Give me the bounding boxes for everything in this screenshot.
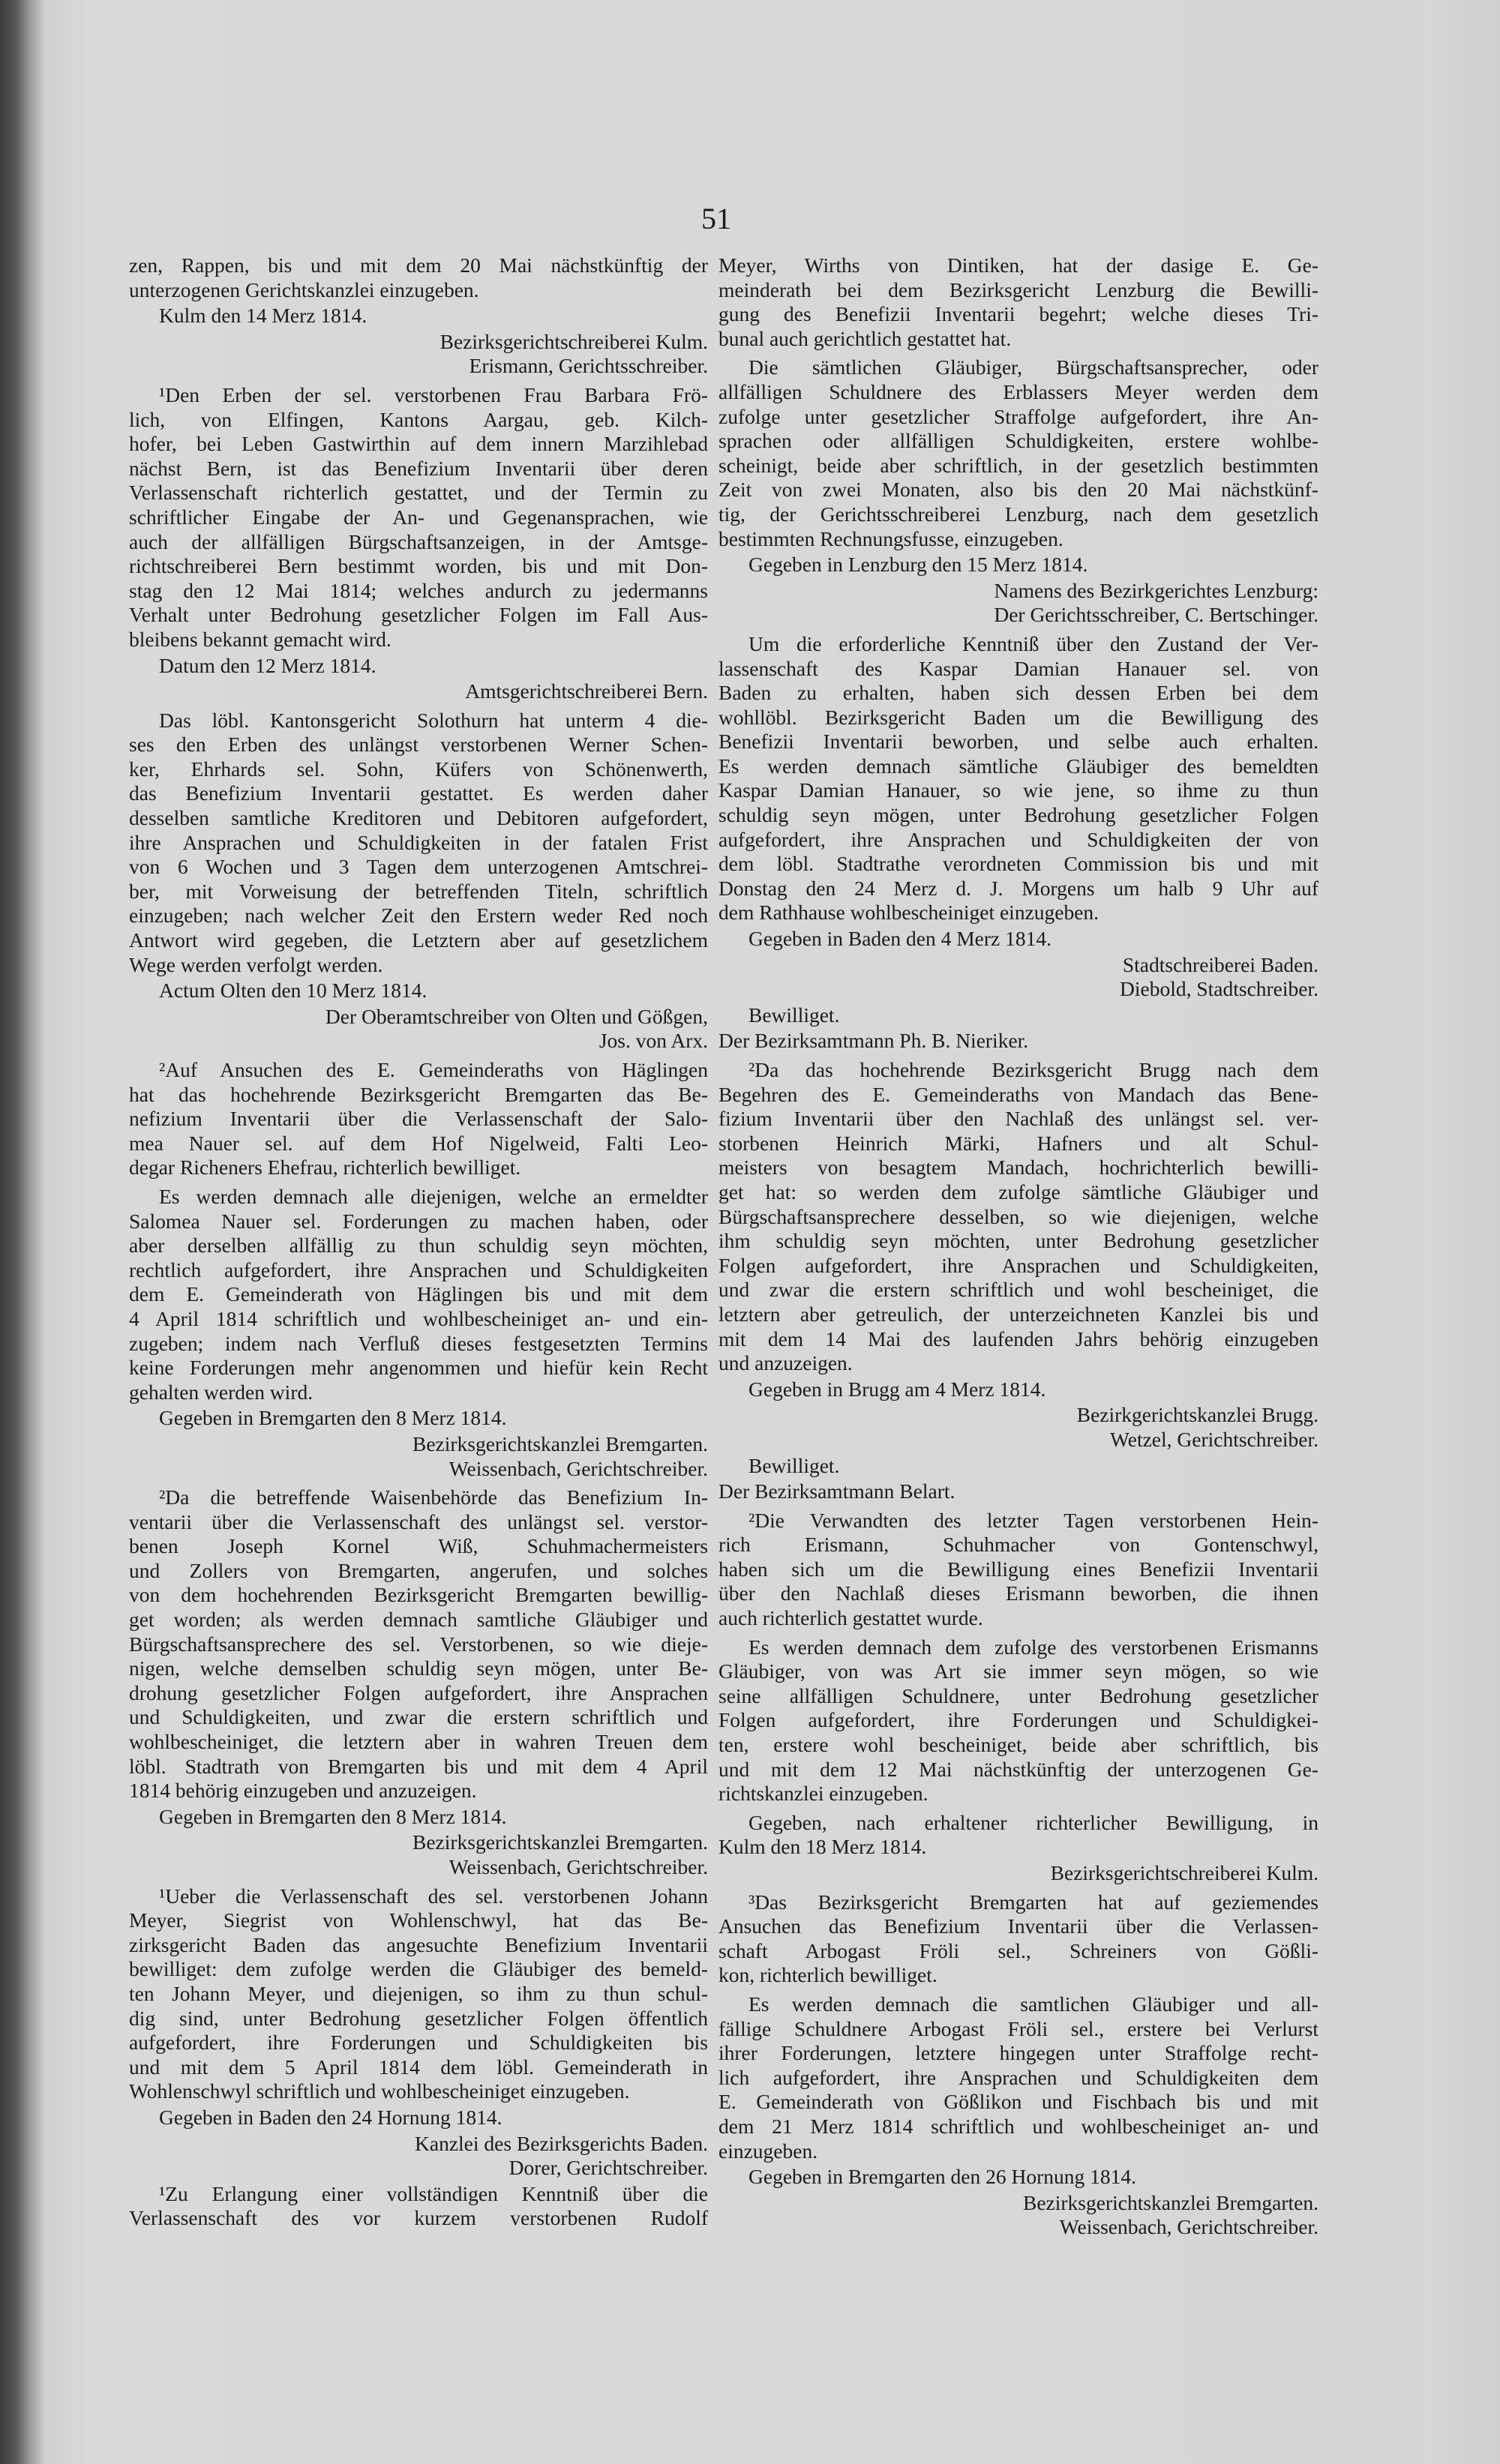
- text-line: meinderath bei dem Bezirksgericht Lenzburg die Bewilli-: [718, 277, 1318, 301]
- signature-line: Bezirksgerichtskanzlei Bremgarten.: [412, 1431, 708, 1455]
- signature-line: Stadtschreiberei Baden.: [1122, 952, 1318, 976]
- text-line: Kulm den 14 Merz 1814.: [159, 304, 368, 328]
- date-line: [129, 1406, 708, 1431]
- text-line: Es werden demnach dem zufolge des verstorbenen Erismanns: [748, 1635, 1318, 1659]
- text-line: Es werden demnach sämtliche Gläubiger des bemeldten: [718, 754, 1318, 778]
- notice-paragraph: [718, 1058, 1318, 1376]
- text-line: richtskanzlei einzugeben.: [718, 1782, 928, 1806]
- text-line: Benefizii Inventarii beworben, und selbe auch erhalten.: [718, 730, 1318, 754]
- signature-line: Kanzlei des Bezirksgerichts Baden.: [415, 2131, 708, 2155]
- text-line: Folgen aufgefordert, ihre Ansprachen und Schuldigkeiten,: [718, 1253, 1318, 1277]
- text-line: Um die erforderliche Kenntniß über den Zustand der Ver-: [748, 631, 1318, 655]
- text-line: und zwar die erstern schriftlich und wohl bescheiniget, die: [718, 1278, 1318, 1302]
- text-line: lich, von Elfingen, Kantons Aargau, geb. Kilch-: [129, 407, 708, 431]
- text-line: rich Erismann, Schuhmacher von Gontenschwyl,: [718, 1533, 1318, 1557]
- official-line: [718, 1029, 1318, 1054]
- text-line: Gegeben in Brugg am 4 Merz 1814.: [748, 1377, 1046, 1401]
- signature-block: [718, 1861, 1318, 1886]
- text-line: Zeit von zwei Monaten, also bis den 20 Mai nächstkünf-: [718, 478, 1318, 502]
- signature-block: [718, 1403, 1318, 1452]
- signature-line: Bezirksgerichtskanzlei Bremgarten.: [1022, 2190, 1318, 2214]
- text-line: dem löbl. Stadtrathe verordneten Commission bis und mit: [718, 852, 1318, 876]
- text-line: bewilliget: dem zufolge werden die Gläubiger des bemeld-: [129, 1957, 708, 1981]
- signature-line: Jos. von Arx.: [598, 1029, 708, 1053]
- text-line: zugeben; indem nach Verfluß dieses festgesetzten Termins: [129, 1331, 708, 1355]
- text-line: ker, Ehrhards sel. Sohn, Küfers von Schönenwerth,: [129, 757, 708, 781]
- signature-line: Bezirkgerichtskanzlei Brugg.: [1076, 1403, 1318, 1427]
- text-line: Bürgschaftsansprechere des sel. Verstorbenen, so wie dieje-: [129, 1632, 708, 1656]
- text-line: Verhalt unter Bedrohung gesetzlicher Folgen im Fall Aus-: [129, 603, 708, 627]
- notice-paragraph: [718, 1635, 1318, 1806]
- text-line: seine allfälligen Schuldnere, unter Bedrohung gesetzlicher: [718, 1683, 1318, 1707]
- text-line: ihm schuldig seyn möchten, unter Bedrohung gesetzlicher: [718, 1229, 1318, 1253]
- column-left: [129, 253, 708, 2232]
- text-line: Ansuchen das Benefizium Inventarii über die Verlassen-: [718, 1914, 1318, 1938]
- signature-line: Der Oberamtschreiber von Olten und Gößgen,: [325, 1004, 708, 1028]
- signature-line: Weissenbach, Gerichtschreiber.: [1059, 2215, 1318, 2239]
- signature-block: [718, 2191, 1318, 2240]
- text-line: Begehren des E. Gemeinderaths von Mandach das Bene-: [718, 1082, 1318, 1106]
- text-line: Meyer, Siegrist von Wohlenschwyl, hat das Be-: [129, 1908, 708, 1932]
- text-line: keine Forderungen mehr angenommen und hiefür kein Recht: [129, 1356, 708, 1380]
- date-line: [129, 2106, 708, 2130]
- text-line: kon, richterlich bewilliget.: [718, 1963, 938, 1987]
- signature-line: Bezirksgerichtskanzlei Bremgarten.: [412, 1830, 708, 1854]
- text-line: Antwort wird gegeben, die Letztern aber auf gesetzlichem: [129, 928, 708, 952]
- signature-line: Namens des Bezirkgerichtes Lenzburg:: [994, 578, 1318, 602]
- signature-line: Amtsgerichtschreiberei Bern.: [465, 679, 708, 703]
- text-line: und Zollers von Bremgarten, angerufen, und solches: [129, 1558, 708, 1582]
- text-line: nefizium Inventarii über die Verlassenschaft der Salo-: [129, 1107, 708, 1131]
- text-line: ventarii über die Verlassenschaft des unlängst sel. verstor-: [129, 1509, 708, 1533]
- date-line: [129, 304, 708, 328]
- text-line: auch der allfälligen Bürgschaftsanzeigen, in der Amtsge-: [129, 529, 708, 553]
- text-line: auch richterlich gestattet wurde.: [718, 1606, 983, 1630]
- text-line: Es werden demnach alle diejenigen, welche an ermeldter: [159, 1184, 708, 1208]
- text-line: wohlbescheiniget, die letztern aber in wahren Treuen dem: [129, 1730, 708, 1754]
- text-line: bunal auch gerichtlich gestattet hat.: [718, 326, 1012, 350]
- text-line: und anzuzeigen.: [718, 1351, 853, 1375]
- text-line: von 6 Wochen und 3 Tagen dem unterzogenen Amtschrei-: [129, 855, 708, 879]
- text-line: get hat: so werden dem zufolge sämtliche Gläubiger und: [718, 1180, 1318, 1204]
- text-line: schaft Arbogast Fröli sel., Schreiners von Gößli-: [718, 1938, 1318, 1962]
- signature-line: Weissenbach, Gerichtschreiber.: [448, 1855, 708, 1878]
- text-line: ten Johann Meyer, und diejenigen, so ihm zu thun schul-: [129, 1981, 708, 2005]
- text-line: fällige Schuldnere Arbogast Fröli sel., erstere bei Verlurst: [718, 2016, 1318, 2040]
- notice-paragraph: [129, 383, 708, 652]
- text-line: 4 April 1814 schriftlich und wohlbescheiniget an- und ein-: [129, 1306, 708, 1330]
- notice-paragraph: [718, 1992, 1318, 2163]
- notice-paragraph: [129, 1185, 708, 1404]
- text-line: aber derselben allfällig zu thun schuldig seyn möchten,: [129, 1233, 708, 1257]
- notice-paragraph: [129, 2182, 708, 2231]
- text-line: einzugeben; nach welcher Zeit den Erstern weder Red noch: [129, 904, 708, 928]
- text-line: Donstag den 24 Merz d. J. Morgens um halb 9 Uhr auf: [718, 876, 1318, 900]
- date-line: [129, 979, 708, 1003]
- date-line: [129, 1805, 708, 1830]
- text-line: zen, Rappen, bis und mit dem 20 Mai nächstkünftig der: [129, 253, 708, 277]
- text-line: Baden zu erhalten, haben sich dessen Erben bei dem: [718, 681, 1318, 705]
- text-line: ihrer Forderungen, letztere hingegen unter Straffolge recht-: [718, 2041, 1318, 2065]
- text-line: ³Das Bezirksgericht Bremgarten hat auf geziemendes: [748, 1890, 1318, 1914]
- page-number: 51: [701, 202, 731, 235]
- text-line: Das löbl. Kantonsgericht Solothurn hat unterm 4 die-: [159, 708, 708, 732]
- text-line: ber, mit Vorweisung der betreffenden Titeln, schriftlich: [129, 879, 708, 903]
- text-line: sprachen oder allfälligen Schuldigkeiten, erstere wohlbe-: [718, 429, 1318, 453]
- text-line: lassenschaft des Kaspar Damian Hanauer sel. von: [718, 656, 1318, 680]
- text-line: haben sich um die Bewilligung eines Benefizii Inventarii: [718, 1557, 1318, 1581]
- text-line: ¹Zu Erlangung einer vollständigen Kenntniß über die: [159, 2181, 708, 2205]
- text-line: dig sind, unter Bedrohung gesetzlicher Folgen öffentlich: [129, 2006, 708, 2030]
- text-line: Es werden demnach die samtlichen Gläubiger und all-: [748, 1992, 1318, 2016]
- text-line: zirksgericht Baden das angesuchte Benefizium Inventarii: [129, 1932, 708, 1956]
- text-line: Kulm den 18 Merz 1814.: [718, 1835, 927, 1859]
- text-line: mit dem 14 Mai des laufenden Jahrs behörig einzugeben: [718, 1326, 1318, 1350]
- text-line: meisters von besagtem Mandach, hochrichterlich bewilli-: [718, 1156, 1318, 1180]
- text-line: gehalten werden wird.: [129, 1380, 314, 1404]
- text-line: wohllöbl. Bezirksgericht Baden um die Bewilligung des: [718, 705, 1318, 729]
- text-line: E. Gemeinderath von Gößlikon und Fischbach bis und mit: [718, 2090, 1318, 2114]
- notice-paragraph: [718, 355, 1318, 551]
- text-line: aufgefordert, ihre Ansprachen und Schuldigkeiten der von: [718, 827, 1318, 851]
- text-line: ¹Ueber die Verlassenschaft des sel. verstorbenen Johann: [159, 1884, 708, 1908]
- signature-line: Der Gerichtsschreiber, C. Bertschinger.: [994, 603, 1318, 627]
- text-line: zufolge unter gesetzlicher Straffolge aufgefordert, ihre An-: [718, 404, 1318, 428]
- text-line: scheinigt, beide aber schriftlich, in der gesetzlich bestimmten: [718, 453, 1318, 477]
- text-line: von dem hochehrenden Bezirksgericht Bremgarten bewillig-: [129, 1583, 708, 1607]
- date-line: [718, 927, 1318, 952]
- text-line: Der Bezirksamtmann Ph. B. Nieriker.: [718, 1029, 1029, 1053]
- signature-block: [129, 2132, 708, 2181]
- signature-block: [129, 1432, 708, 1481]
- text-line: ses den Erben des unlängst verstorbenen Werner Schen-: [129, 733, 708, 757]
- text-line: dem 21 Merz 1814 schriftlich und wohlbescheiniget an- und: [718, 2114, 1318, 2138]
- signature-line: Bezirksgerichtschreiberei Kulm.: [1050, 1861, 1318, 1884]
- text-line: richtschreiberei Bern bestimmt worden, bis und mit Don-: [129, 554, 708, 578]
- signature-block: [129, 1005, 708, 1054]
- text-line: unterzogenen Gerichtskanzlei einzugeben.: [129, 277, 479, 301]
- text-line: Verlassenschaft des vor kurzem verstorbenen Rudolf: [129, 2206, 708, 2230]
- signature-line: Erismann, Gerichtsschreiber.: [469, 354, 708, 378]
- text-line: hat das hochehrende Bezirksgericht Bremgarten das Be-: [129, 1082, 708, 1106]
- text-line: gung des Benefizii Inventarii begehrt; welche dieses Tri-: [718, 302, 1318, 326]
- text-line: und mit dem 12 Mai nächstkünftig der unterzogenen Ge-: [718, 1757, 1318, 1781]
- text-line: Meyer, Wirths von Dintiken, hat der dasige E. Ge-: [718, 253, 1318, 277]
- continued-paragraph: [129, 253, 708, 302]
- text-line: rechtlich aufgefordert, ihre Ansprachen und Schuldigkeiten: [129, 1257, 708, 1281]
- text-line: fizium Inventarii über den Nachlaß des unlängst sel. ver-: [718, 1107, 1318, 1131]
- notice-paragraph: [129, 709, 708, 978]
- text-line: degar Richeners Ehefrau, richterlich bewilliget.: [129, 1156, 521, 1180]
- text-line: mea Nauer sel. auf dem Hof Nigelweid, Falti Leo-: [129, 1131, 708, 1155]
- notice-paragraph: [129, 1485, 708, 1803]
- text-line: bestimmten Rechnungsfusse, einzugeben.: [718, 526, 1064, 550]
- text-line: Folgen aufgefordert, ihre Forderungen und Schuldigkei-: [718, 1708, 1318, 1732]
- text-line: das Benefizium Inventarii gestattet. Es werden daher: [129, 781, 708, 805]
- text-line: Verlassenschaft richterlich gestattet, und der Termin zu: [129, 481, 708, 505]
- text-line: allfälligen Schuldnere des Erblassers Meyer werden dem: [718, 379, 1318, 403]
- text-line: schriftlicher Eingabe der An- und Gegenansprachen, wie: [129, 505, 708, 529]
- signature-line: Bezirksgerichtschreiberei Kulm.: [440, 329, 708, 353]
- text-line: 1814 behörig einzugeben und anzuzeigen.: [129, 1779, 477, 1803]
- text-line: Gegeben in Baden den 4 Merz 1814.: [748, 927, 1052, 951]
- text-line: desselben samtliche Kreditoren und Debitoren aufgefordert,: [129, 806, 708, 830]
- text-line: dem Rathhause wohlbescheiniget einzugeben.: [718, 901, 1100, 925]
- text-line: Wohlenschwyl schriftlich und wohlbescheiniget einzugeben.: [129, 2079, 630, 2103]
- text-line: ²Da die betreffende Waisenbehörde das Benefizium In-: [159, 1485, 708, 1509]
- text-line: tig, der Gerichtsschreiberei Lenzburg, nach dem gesetzlich: [718, 502, 1318, 526]
- text-line: letztern aber getreulich, der unterzeichneten Kanzlei bis und: [718, 1302, 1318, 1326]
- text-line: ten, erstere wohl bescheiniget, beide aber schriftlich, bis: [718, 1733, 1318, 1757]
- text-line: und mit dem 5 April 1814 dem löbl. Gemeinderath in: [129, 2055, 708, 2079]
- text-line: get worden; als werden demnach samtliche Gläubiger und: [129, 1608, 708, 1632]
- date-line: [718, 1003, 1318, 1028]
- date-line: [129, 654, 708, 679]
- text-line: ²Die Verwandten des letzter Tagen verstorbenen Hein-: [748, 1508, 1318, 1532]
- text-line: Gegeben, nach erhaltener richterlicher Bewilligung, in: [748, 1810, 1318, 1834]
- notice-paragraph: [718, 1890, 1318, 1988]
- signature-block: [129, 330, 708, 379]
- date-line: [718, 2165, 1318, 2190]
- signature-block: [718, 579, 1318, 628]
- text-line: drohung gesetzlicher Folgen aufgefordert, ihre Ansprachen: [129, 1680, 708, 1704]
- text-line: Gegeben in Baden den 24 Hornung 1814.: [159, 2105, 502, 2129]
- column-right: [718, 253, 1318, 2241]
- signature-block: [129, 1830, 708, 1879]
- signature-line: Weissenbach, Gerichtschreiber.: [448, 1456, 708, 1480]
- text-line: Gegeben in Bremgarten den 26 Hornung 1814.: [748, 2165, 1137, 2189]
- text-line: aufgefordert, ihre Forderungen und Schuldigkeiten bis: [129, 2031, 708, 2055]
- notice-paragraph: [129, 1058, 708, 1180]
- text-line: ihre Ansprachen und Schuldigkeiten in der fatalen Frist: [129, 830, 708, 854]
- text-line: löbl. Stadtrath von Bremgarten bis und mit dem 4 April: [129, 1754, 708, 1778]
- text-line: ²Auf Ansuchen des E. Gemeinderaths von Häglingen: [159, 1058, 708, 1081]
- official-line: [718, 1479, 1318, 1504]
- signature-line: Dorer, Gerichtschreiber.: [508, 2156, 708, 2180]
- text-line: bleibens bekannt gemacht wird.: [129, 627, 392, 651]
- continued-paragraph: [718, 253, 1318, 351]
- text-line: Bewilliget.: [748, 1453, 840, 1477]
- text-line: Die sämtlichen Gläubiger, Bürgschaftsansprecher, oder: [748, 355, 1318, 379]
- date-line: [718, 1377, 1318, 1402]
- text-line: Der Bezirksamtmann Belart.: [718, 1479, 956, 1503]
- signature-block: [129, 679, 708, 704]
- date-line: [718, 553, 1318, 577]
- notice-paragraph: [129, 1884, 708, 2104]
- text-line: ²Da das hochehrende Bezirksgericht Brugg nach dem: [748, 1058, 1318, 1081]
- text-line: Gegeben in Bremgarten den 8 Merz 1814.: [159, 1804, 507, 1828]
- notice-paragraph: [718, 632, 1318, 925]
- text-line: einzugeben.: [718, 2139, 818, 2163]
- text-line: über den Nachlaß dieses Erismann beworben, die ihnen: [718, 1581, 1318, 1605]
- text-line: ¹Den Erben der sel. verstorbenen Frau Barbara Frö-: [159, 382, 708, 406]
- text-line: und Schuldigkeiten, und zwar die erstern schriftlich und: [129, 1705, 708, 1729]
- text-line: schuldig seyn mögen, unter Bedrohung gesetzlicher Folgen: [718, 803, 1318, 827]
- notice-paragraph: [718, 1811, 1318, 1860]
- text-line: Kaspar Damian Hanauer, so wie jene, so ihme zu thun: [718, 778, 1318, 802]
- text-line: lich aufgefordert, ihre Ansprachen und Schuldigkeiten dem: [718, 2065, 1318, 2089]
- signature-line: Wetzel, Gerichtschreiber.: [1110, 1427, 1318, 1451]
- text-line: Gläubiger, von was Art sie immer seyn mögen, so wie: [718, 1659, 1318, 1683]
- text-line: nigen, welche demselben schuldig seyn mögen, unter Be-: [129, 1656, 708, 1680]
- text-line: Gegeben in Bremgarten den 8 Merz 1814.: [159, 1406, 507, 1430]
- text-line: Bürgschaftsansprechere desselben, so wie diejenigen, welche: [718, 1204, 1318, 1228]
- text-line: Bewilliget.: [748, 1003, 840, 1027]
- text-line: Actum Olten den 10 Merz 1814.: [159, 979, 428, 1003]
- date-line: [718, 1454, 1318, 1479]
- text-line: benen Joseph Kornel Wiß, Schuhmachermeisters: [129, 1534, 708, 1558]
- text-line: stag den 12 Mai 1814; welches andurch zu jedermanns: [129, 578, 708, 602]
- text-line: dem E. Gemeinderath von Häglingen bis und mit dem: [129, 1282, 708, 1306]
- signature-block: [718, 953, 1318, 1002]
- signature-line: Diebold, Stadtschreiber.: [1119, 977, 1318, 1001]
- text-line: storbenen Heinrich Märki, Hafners und alt Schul-: [718, 1131, 1318, 1155]
- notice-paragraph: [718, 1509, 1318, 1631]
- text-line: nächst Bern, ist das Benefizium Inventarii über deren: [129, 456, 708, 480]
- text-line: Wege werden verfolgt werden.: [129, 952, 383, 976]
- text-line: hofer, bei Leben Gastwirthin auf dem innern Marzihlebad: [129, 432, 708, 456]
- text-line: Gegeben in Lenzburg den 15 Merz 1814.: [748, 553, 1088, 577]
- text-line: Datum den 12 Merz 1814.: [159, 653, 376, 677]
- text-line: Salomea Nauer sel. Forderungen zu machen haben, oder: [129, 1209, 708, 1233]
